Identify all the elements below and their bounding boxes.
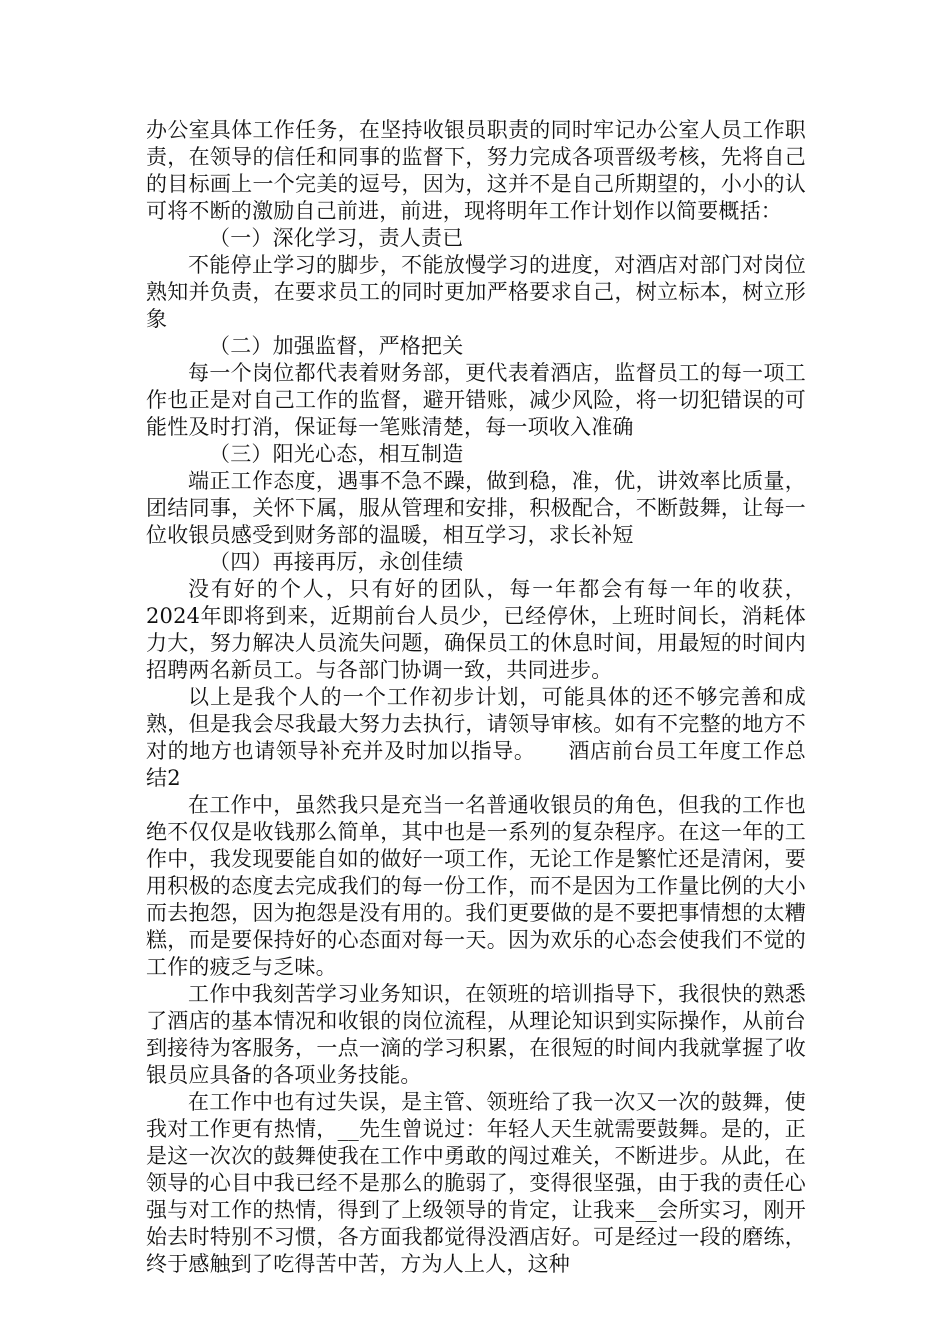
paragraph-summary-2: 工作中我刻苦学习业务知识，在领班的培训指导下，我很快的熟悉了酒店的基本情况和收银的岗位流程，从理论知识到实际操作，从前台到接待为客服务，一点一滴的学习积累，在很短的时间内我就掌握了收银员应具备的各项业务技能。 <box>146 982 806 1087</box>
section-heading-1: （一）深化学习，责人责已 <box>209 226 464 250</box>
section-heading-4: （四）再接再厉，永创佳绩 <box>209 550 464 574</box>
paragraph-summary-3: 在工作中也有过失误，是主管、领班给了我一次又一次的鼓舞，使我对工作更有热情，__先生曾说过：年轻人天生就需要鼓舞。是的，正是这一次次的鼓舞使我在工作中勇敢的闯过难关，不断进步。从此，在领导的心目中我已经不是那么的脆弱了，变得很坚强，由于我的责任心强与对工作的热情，得到了上级领导的肯定，让我来__会所实习，刚开始去时特别不习惯，各方面我都觉得没酒店好。可是经过一段的磨练，终于感触到了吃得苦中苦，方为人上人，这种 <box>146 1090 806 1276</box>
document-body <box>146 117 806 1278</box>
paragraph-summary-1: 在工作中，虽然我只是充当一名普通收银员的角色，但我的工作也绝不仅仅是收钱那么简单，其中也是一系列的复杂程序。在这一年的工作中，我发现要能自如的做好一项工作，无论工作是繁忙还是清闲，要用积极的态度去完成我们的每一份工作，而不是因为工作量比例的大小而去抱怨，因为抱怨是没有用的。我们更要做的是不要把事情想的太糟糕，而是要保持好的心态面对每一天。因为欢乐的心态会使我们不觉的工作的疲乏与乏味。 <box>146 793 806 979</box>
paragraph-section-1: 不能停止学习的脚步，不能放慢学习的进度，对酒店对部门对岗位熟知并负责，在要求员工的同时更加严格要求自己，树立标本，树立形象 <box>146 253 806 331</box>
paragraph-intro: 办公室具体工作任务，在坚持收银员职责的同时牢记办公室人员工作职责，在领导的信任和同事的监督下，努力完成各项晋级考核，先将自己的目标画上一个完美的逗号，因为，这并不是自己所期望的，小小的认可将不断的激励自己前进，前进，现将明年工作计划作以简要概括： <box>146 118 806 223</box>
section-heading-2: （二）加强监督，严格把关 <box>209 334 464 358</box>
paragraph-section-4: 没有好的个人，只有好的团队，每一年都会有每一年的收获，2024年即将到来，近期前台人员少，已经停休，上班时间长，消耗体力大，努力解决人员流失问题，确保员工的休息时间，用最短的时间内招聘两名新员工。与各部门协调一致，共同进步。 <box>146 577 806 682</box>
paragraph-section-3: 端正工作态度，遇事不急不躁，做到稳，准，优，讲效率比质量，团结同事，关怀下属，服从管理和安排，积极配合，不断鼓舞，让每一位收银员感受到财务部的温暖，相互学习，求长补短 <box>146 469 806 547</box>
paragraph-conclusion: 以上是我个人的一个工作初步计划，可能具体的还不够完善和成熟，但是我会尽我最大努力去执行，请领导审核。如有不完整的地方不对的地方也请领导补充并及时加以指导。 酒店前台员工年度工作总结2 <box>146 685 806 790</box>
paragraph-section-2: 每一个岗位都代表着财务部，更代表着酒店，监督员工的每一项工作也正是对自己工作的监督，避开错账，减少风险，将一切犯错误的可能性及时打消，保证每一笔账清楚，每一项收入准确 <box>146 361 806 439</box>
section-heading-3: （三）阳光心态，相互制造 <box>209 442 464 466</box>
